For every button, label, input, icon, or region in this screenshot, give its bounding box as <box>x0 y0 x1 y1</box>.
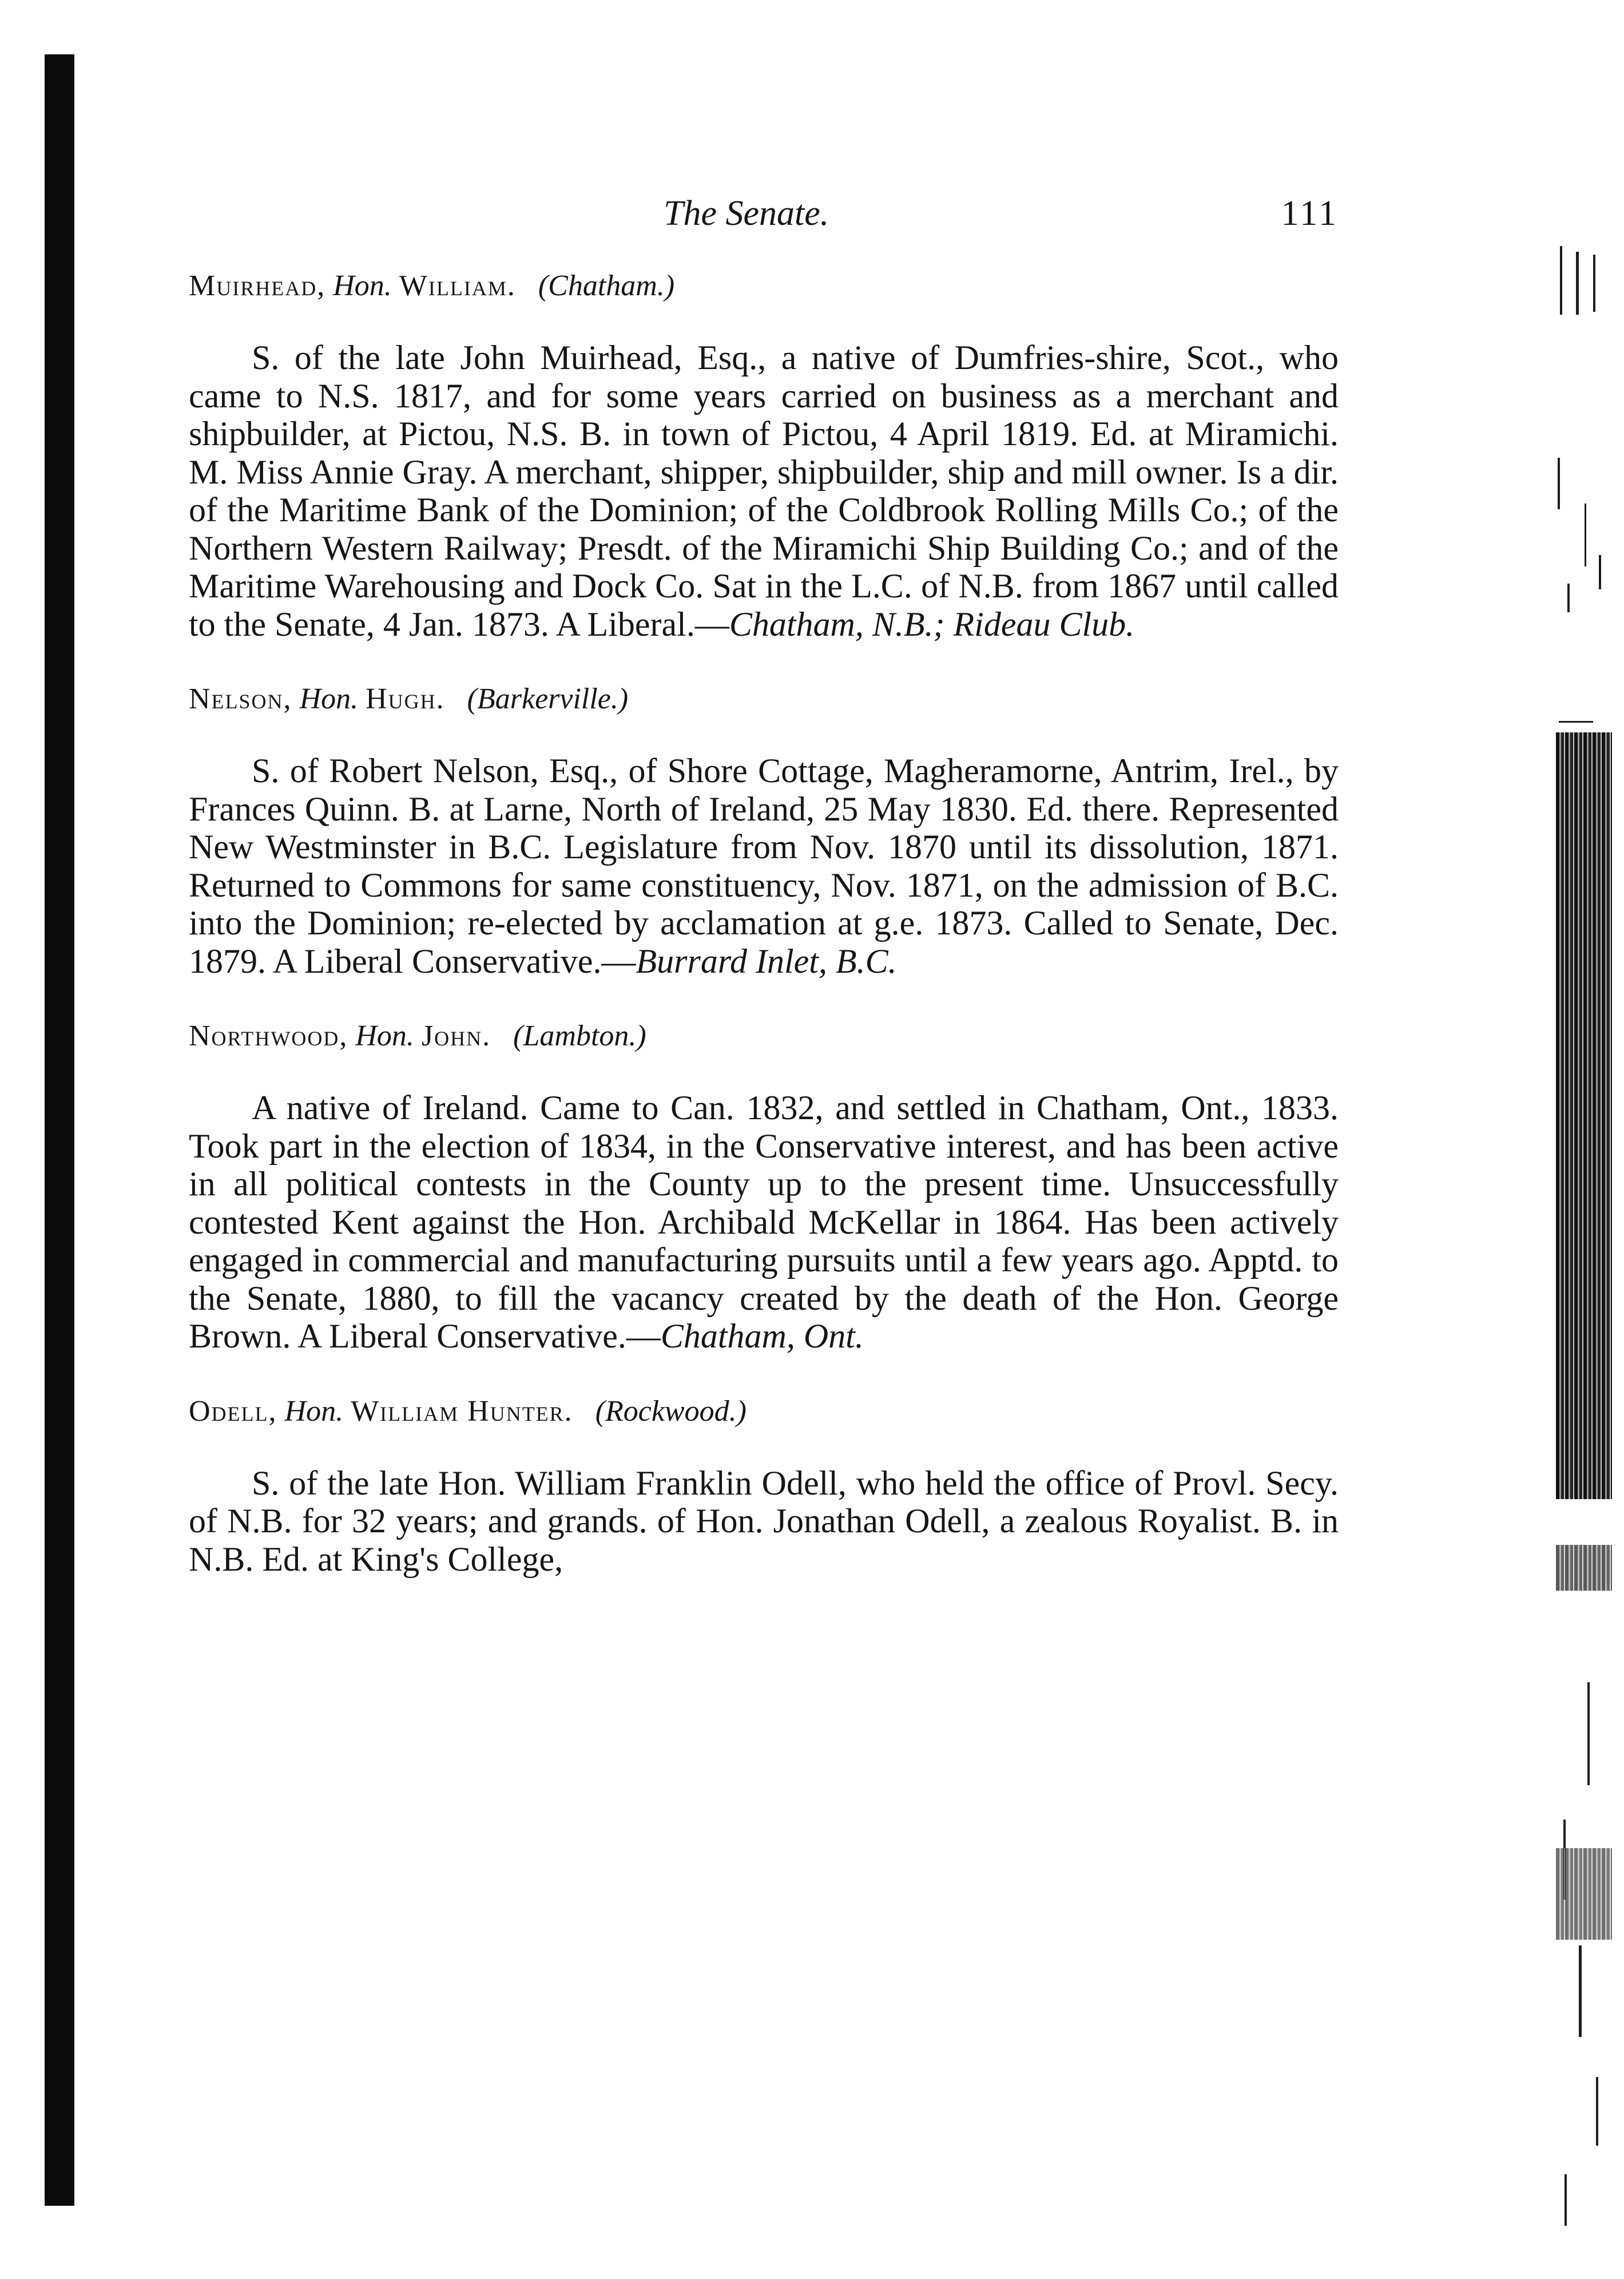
entry-address: Burrard Inlet, B.C. <box>636 942 897 980</box>
entry-surname: Odell, <box>189 1394 277 1428</box>
entry-address: Chatham, N.B.; Rideau Club. <box>729 605 1135 643</box>
entry-address: Chatham, Ont. <box>660 1317 864 1355</box>
scan-edge-dense-band <box>1556 1848 1612 1940</box>
entry-honorific: Hon. <box>355 1020 414 1052</box>
entry-heading <box>189 1389 1339 1434</box>
entry-given-name: William. <box>399 269 516 302</box>
entry-body-text: S. of the late John Muirhead, Esq., a native of Dumfries-shire, Scot., who came to N.S. 1817, and for some years carried on business as a merchant and shipbuilder, at Pictou, N.S. B. in town of Pictou, 4 April 1819. Ed. at Miramichi. M. Miss Annie Gray. A merchant, shipper, shipbuilder, ship and mill owner. Is a dir. of the Maritime Bank of the Dominion; of the Coldbrook Rolling Mills Co.; of the Northern Western Railway; Presdt. of the Miramichi Ship Building Co.; and of the Maritime Warehousing and Dock Co. Sat in the L.C. of N.B. from 1867 until called to the Senate, 4 Jan. 1873. A Liberal.— <box>189 339 1339 643</box>
entry-body-text: S. of Robert Nelson, Esq., of Shore Cottage, Magheramorne, Antrim, Irel., by Frances Quinn. B. at Larne, North of Ireland, 25 May 1830. Ed. there. Represented New Westminster in B.C. Legislature from Nov. 1870 until its dissolution, 1871. Returned to Commons for same constituency, Nov. 1871, on the admission of B.C. into the Dominion; re-elected by acclamation at g.e. 1873. Called to Senate, Dec. 1879. A Liberal Conservative.— <box>189 752 1339 980</box>
entry-honorific: Hon. <box>284 1394 344 1428</box>
entry-body-text: S. of the late Hon. William Franklin Odell, who held the office of Provl. Secy. of N.B. for 32 years; and grands. of Hon. Jonathan Odell, a zealous Royalist. B. in N.B. Ed. at King's College, <box>189 1464 1339 1578</box>
binding-gutter-shadow <box>45 54 74 2206</box>
entries-list <box>189 263 1339 1578</box>
scan-edge-dense-band <box>1556 732 1612 1499</box>
entry-given-name: John. <box>421 1020 491 1052</box>
entry-place: (Rockwood.) <box>595 1394 747 1428</box>
entry-honorific: Hon. <box>333 269 392 302</box>
entry-given-name: Hugh. <box>366 683 445 715</box>
entry-heading <box>189 676 1339 722</box>
entry-body-text: A native of Ireland. Came to Can. 1832, and settled in Chatham, Ont., 1833. Took part in the election of 1834, in the Conservative interest, and has been active in all political contests in the County up to the present time. Unsuccessfully contested Kent against the Hon. Archibald McKellar in 1864. Has been actively engaged in commercial and manufacturing pursuits until a few years ago. Apptd. to the Senate, 1880, to fill the vacancy created by the death of the Hon. George Brown. A Liberal Conservative.— <box>189 1089 1339 1355</box>
entry-surname: Northwood, <box>189 1020 348 1052</box>
entry-biography <box>189 1089 1339 1355</box>
entry-place: (Lambton.) <box>513 1020 646 1052</box>
running-head <box>189 193 1339 245</box>
entry-biography <box>189 339 1339 643</box>
running-head-title: The Senate. <box>664 194 829 233</box>
entry-heading <box>189 263 1339 309</box>
entry-heading <box>189 1013 1339 1059</box>
entry-honorific: Hon. <box>299 683 359 715</box>
entry-biography <box>189 1464 1339 1579</box>
entry-surname: Nelson, <box>189 683 292 715</box>
scan-edge-dense-band <box>1556 1545 1612 1591</box>
entry-surname: Muirhead, <box>189 269 326 302</box>
entry-place: (Chatham.) <box>538 269 675 302</box>
entry-biography <box>189 752 1339 980</box>
entry-given-name: William Hunter. <box>351 1394 573 1428</box>
page-number: 111 <box>1281 194 1339 233</box>
entry-place: (Barkerville.) <box>467 683 629 715</box>
